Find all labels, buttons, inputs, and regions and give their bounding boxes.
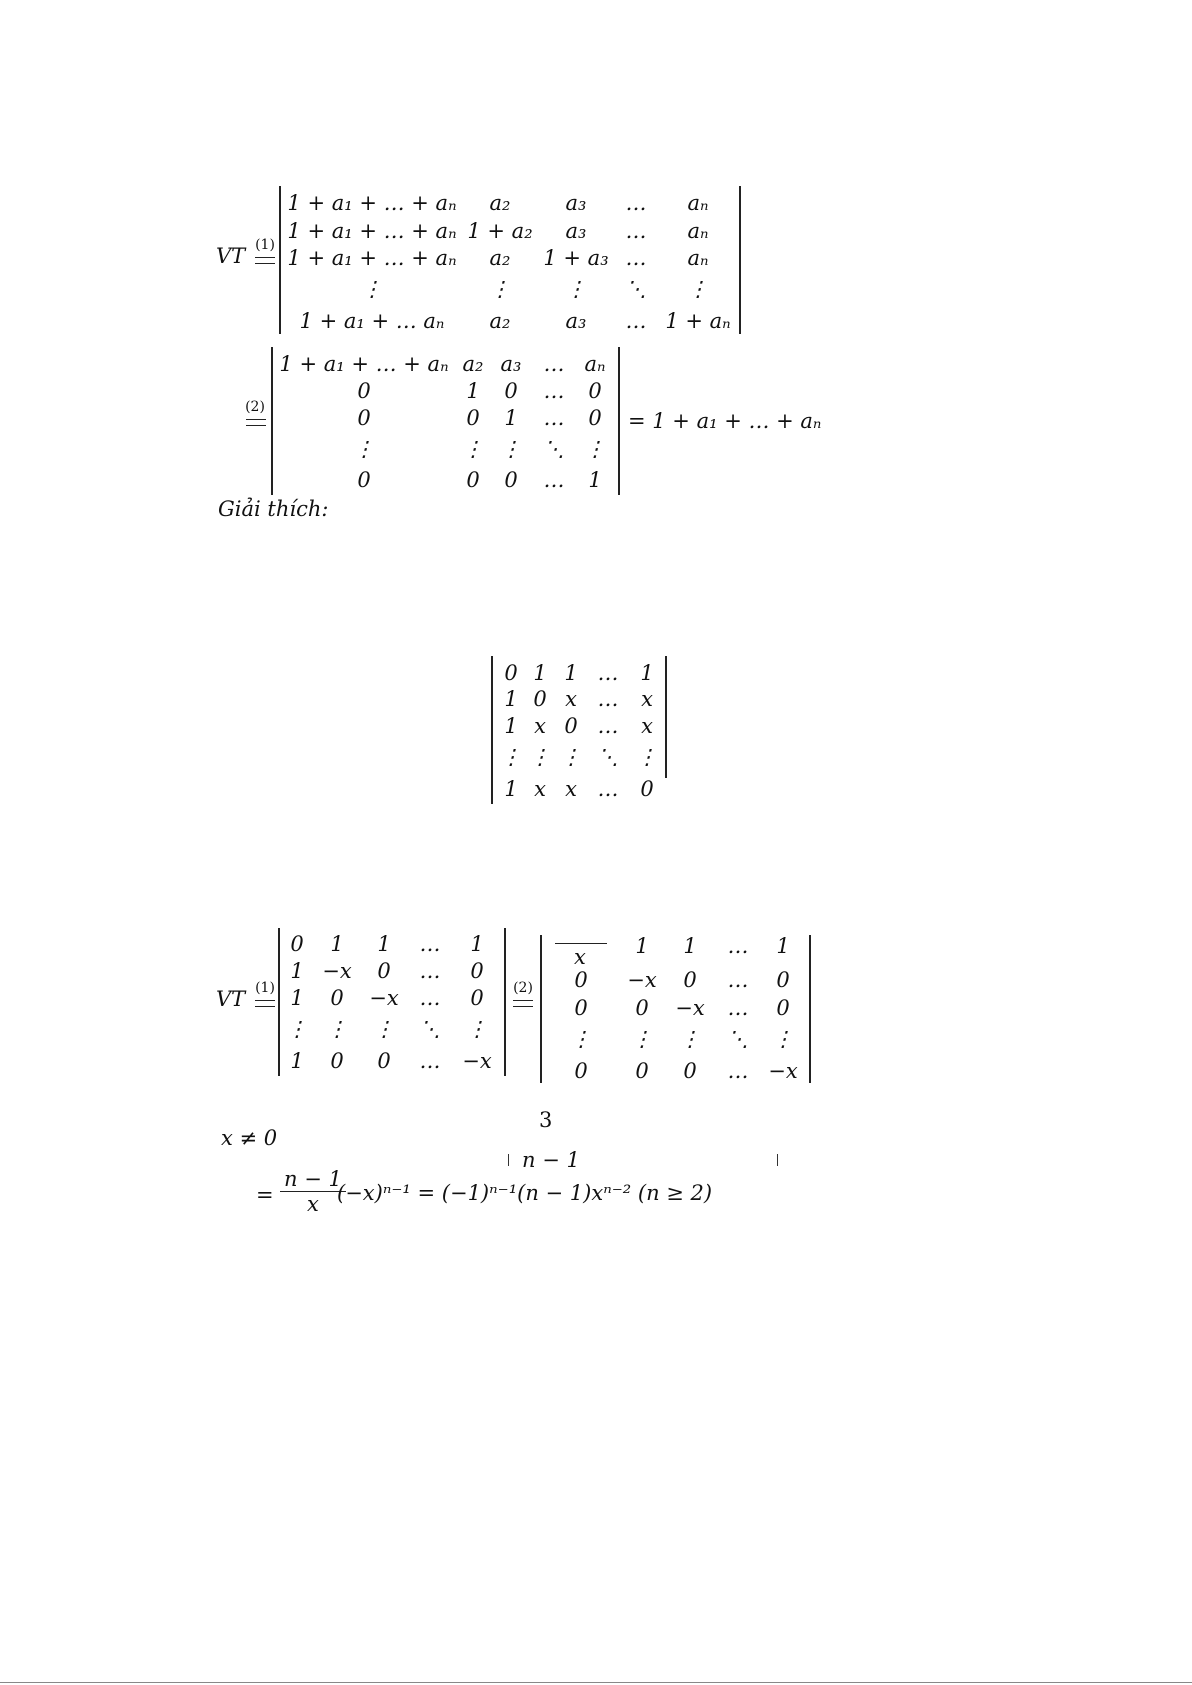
matrix-cell: 1 (640, 661, 654, 685)
matrix-cell: ⋱ (543, 437, 565, 461)
matrix-cell: −x (369, 986, 399, 1010)
matrix-cell: ⋮ (679, 1027, 701, 1051)
matrix-cell: ⋮ (489, 277, 511, 301)
matrix-cell: 0 (683, 1059, 697, 1083)
matrix-cell: x (641, 714, 653, 738)
matrix-cell: 0 (533, 687, 547, 711)
matrix-cell: ⋮ (286, 1017, 308, 1041)
final-expression: (−x)ⁿ⁻¹ = (−1)ⁿ⁻¹(n − 1)xⁿ⁻² (n ≥ 2) (337, 1181, 713, 1205)
matrix-cell: 1 (588, 468, 602, 492)
matrix-cell: 1 + a₃ (543, 246, 609, 270)
matrix-cell: 1 (504, 406, 518, 430)
matrix-cell: … (727, 1059, 749, 1083)
fraction-denominator: x (574, 945, 586, 969)
matrix-cell: ⋮ (529, 745, 551, 769)
matrix-cell: x (641, 687, 653, 711)
matrix-cell: a₃ (565, 219, 587, 243)
matrix-cell: ⋮ (353, 437, 375, 461)
matrix-cell: ⋮ (636, 745, 658, 769)
det3-left-bar (491, 656, 493, 804)
matrix-cell: a₂ (489, 191, 511, 215)
final-equals: = (256, 1183, 274, 1207)
matrix-cell: x (565, 687, 577, 711)
matrix-cell: … (419, 932, 441, 956)
equals-line-h (513, 1006, 533, 1007)
det1-right-bar (739, 186, 741, 334)
matrix-cell: 0 (574, 968, 588, 992)
matrix-cell: ⋱ (597, 745, 619, 769)
matrix-cell: a₃ (565, 191, 587, 215)
matrix-cell: 1 + a₂ (467, 219, 533, 243)
matrix-cell: 0 (357, 379, 371, 403)
matrix-cell: −x (675, 996, 705, 1020)
matrix-cell: 1 + a₁ + … + aₙ (287, 191, 457, 215)
matrix-cell: 0 (683, 968, 697, 992)
matrix-cell: 0 (357, 406, 371, 430)
matrix-cell: 1 + a₁ + … + aₙ (287, 246, 457, 270)
matrix-cell: −x (462, 1049, 492, 1073)
vt-label-2: VT (216, 987, 246, 1011)
fraction-bar (555, 943, 607, 944)
matrix-cell: 0 (330, 1049, 344, 1073)
matrix-cell: ⋮ (373, 1017, 395, 1041)
step-tag-1: (1) (255, 237, 275, 253)
matrix-cell: … (625, 191, 647, 215)
matrix-cell: 0 (470, 986, 484, 1010)
matrix-cell: 0 (588, 406, 602, 430)
matrix-cell: aₙ (687, 219, 709, 243)
matrix-cell: 1 + a₁ + … aₙ (299, 309, 445, 333)
page-number: 3 (539, 1108, 553, 1132)
matrix-cell: … (727, 934, 749, 958)
matrix-cell: 0 (564, 714, 578, 738)
matrix-cell: ⋮ (466, 1017, 488, 1041)
matrix-cell: 1 (466, 379, 480, 403)
matrix-cell: 0 (588, 379, 602, 403)
matrix-cell: x (565, 777, 577, 801)
matrix-cell: 0 (330, 986, 344, 1010)
overflow-tick-left (508, 1154, 509, 1166)
step-tag-4: (2) (513, 980, 533, 996)
matrix-cell: 0 (504, 468, 518, 492)
det3-right-bar (665, 656, 667, 778)
equals-line-b (255, 263, 275, 264)
matrix-cell: ⋮ (500, 745, 522, 769)
matrix-cell: 0 (466, 468, 480, 492)
det1-left-bar (279, 186, 281, 334)
matrix-cell: 1 (776, 934, 790, 958)
matrix-cell: 1 (683, 934, 697, 958)
matrix-cell: ⋮ (687, 277, 709, 301)
matrix-cell: aₙ (584, 352, 606, 376)
matrix-cell: … (727, 996, 749, 1020)
matrix-cell: ⋱ (727, 1027, 749, 1051)
matrix-cell: … (625, 309, 647, 333)
matrix-cell: aₙ (687, 191, 709, 215)
matrix-cell: 1 (290, 959, 304, 983)
matrix-cell: 0 (776, 996, 790, 1020)
matrix-cell: 1 (470, 932, 484, 956)
matrix-cell: −x (322, 959, 352, 983)
equals-line-g (513, 1000, 533, 1001)
equals-line-d (246, 425, 266, 426)
matrix-cell: … (597, 777, 619, 801)
matrix-cell: −x (768, 1059, 798, 1083)
matrix-cell: … (727, 968, 749, 992)
matrix-cell: … (419, 986, 441, 1010)
matrix-cell: 0 (357, 468, 371, 492)
matrix-cell: a₂ (462, 352, 484, 376)
matrix-cell: … (419, 959, 441, 983)
step-tag-3: (1) (255, 980, 275, 996)
overflow-numerator: n − 1 (522, 1148, 580, 1172)
vt-label-1: VT (216, 244, 246, 268)
matrix-cell: ⋮ (631, 1027, 653, 1051)
matrix-cell: 0 (470, 959, 484, 983)
matrix-cell: a₃ (565, 309, 587, 333)
matrix-cell: aₙ (687, 246, 709, 270)
matrix-cell: 0 (377, 1049, 391, 1073)
det5-right-bar (809, 935, 811, 1083)
matrix-cell: … (543, 379, 565, 403)
matrix-cell: 1 (564, 661, 578, 685)
matrix-cell: −x (627, 968, 657, 992)
matrix-cell: 0 (574, 996, 588, 1020)
det2-left-bar (271, 347, 273, 495)
det5-left-bar (540, 935, 542, 1083)
equals-line-e (255, 1000, 275, 1001)
matrix-cell: 0 (640, 777, 654, 801)
matrix-cell: 0 (504, 379, 518, 403)
matrix-cell: ⋮ (361, 277, 383, 301)
matrix-cell: x (534, 714, 546, 738)
matrix-cell: 0 (377, 959, 391, 983)
matrix-cell: a₃ (500, 352, 522, 376)
equals-line-a (255, 257, 275, 258)
matrix-cell: 1 (504, 714, 518, 738)
matrix-cell: 1 (290, 1049, 304, 1073)
result-expression: = 1 + a₁ + … + aₙ (628, 409, 822, 433)
matrix-cell: ⋮ (570, 1027, 592, 1051)
matrix-cell: 1 (377, 932, 391, 956)
matrix-cell: … (625, 246, 647, 270)
matrix-cell: 1 (635, 934, 649, 958)
matrix-cell: 1 (504, 687, 518, 711)
matrix-cell: ⋮ (772, 1027, 794, 1051)
matrix-cell: ⋮ (584, 437, 606, 461)
matrix-cell: … (597, 687, 619, 711)
matrix-cell: ⋱ (625, 277, 647, 301)
equals-line-c (246, 419, 266, 420)
matrix-cell: 1 + aₙ (665, 309, 731, 333)
matrix-cell: ⋮ (500, 437, 522, 461)
explanation-label: Giải thích: (218, 497, 329, 521)
matrix-cell: 1 (330, 932, 344, 956)
footer-rule (0, 1682, 1192, 1683)
matrix-cell: x (534, 777, 546, 801)
matrix-cell: a₂ (489, 309, 511, 333)
matrix-cell: 1 (533, 661, 547, 685)
matrix-cell: 1 + a₁ + … + aₙ (279, 352, 449, 376)
matrix-cell: … (543, 468, 565, 492)
matrix-cell: 0 (290, 932, 304, 956)
matrix-cell: 1 + a₁ + … + aₙ (287, 219, 457, 243)
det4-left-bar (278, 928, 280, 1076)
final-fraction-num: n − 1 (284, 1167, 342, 1191)
matrix-cell: … (597, 714, 619, 738)
matrix-cell: 0 (574, 1059, 588, 1083)
matrix-cell: … (543, 352, 565, 376)
matrix-cell: … (419, 1049, 441, 1073)
matrix-cell: 1 (290, 986, 304, 1010)
overflow-tick-right (777, 1154, 778, 1166)
matrix-cell: … (543, 406, 565, 430)
final-fraction (280, 1167, 346, 1216)
matrix-cell: 0 (635, 1059, 649, 1083)
matrix-cell: 0 (504, 661, 518, 685)
matrix-cell: … (625, 219, 647, 243)
step-tag-2: (2) (245, 399, 265, 415)
matrix-cell: 0 (635, 996, 649, 1020)
matrix-cell: 0 (466, 406, 480, 430)
det2-right-bar (618, 347, 620, 495)
equals-line-f (255, 1006, 275, 1007)
matrix-cell: 1 (504, 777, 518, 801)
matrix-cell: ⋮ (462, 437, 484, 461)
matrix-cell: 0 (776, 968, 790, 992)
matrix-cell: ⋱ (419, 1017, 441, 1041)
condition: x ≠ 0 (221, 1126, 278, 1150)
final-fraction-den: x (280, 1191, 346, 1216)
matrix-cell: ⋮ (565, 277, 587, 301)
matrix-cell: ⋮ (326, 1017, 348, 1041)
matrix-cell: … (597, 661, 619, 685)
matrix-cell: a₂ (489, 246, 511, 270)
matrix-cell: ⋮ (560, 745, 582, 769)
det4-right-bar (504, 928, 506, 1076)
